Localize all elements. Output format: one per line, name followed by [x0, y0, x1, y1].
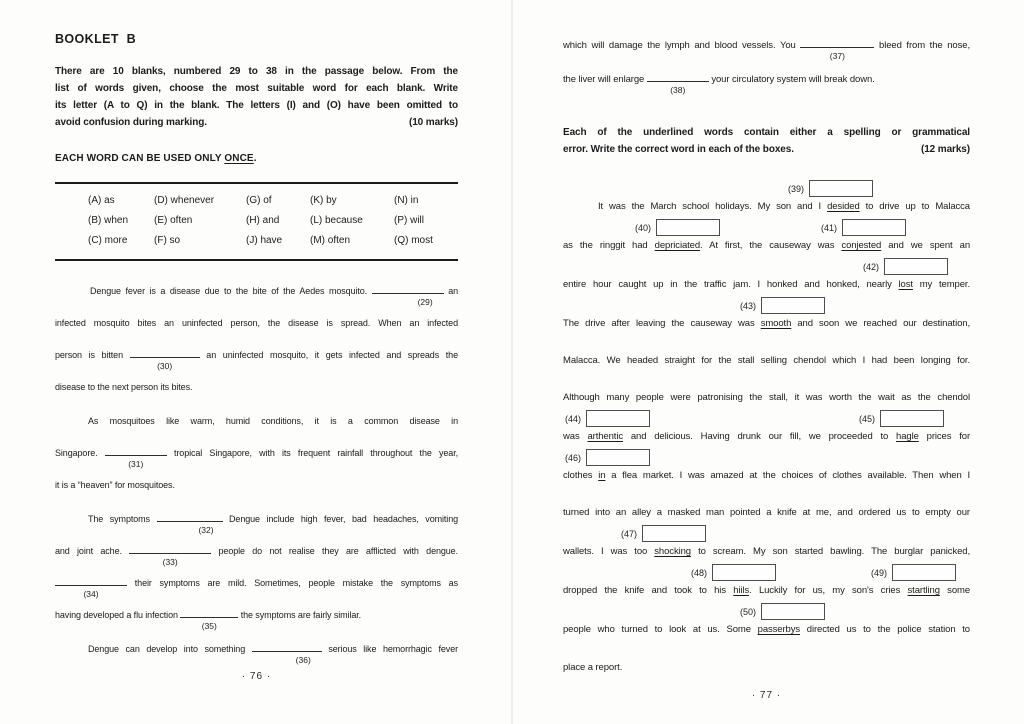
error-correction-instructions	[563, 124, 970, 158]
marks-label: (10 marks)	[408, 117, 458, 128]
error-correction-passage	[563, 179, 970, 676]
answer-box-label: (50)	[740, 606, 757, 617]
instruction-line: There are 10 blanks, numbered 29 to 38 in the passage below. From the	[55, 66, 458, 77]
word-option: (D) whenever	[154, 195, 215, 206]
answer-blank	[800, 38, 874, 61]
answer-box-label: (41)	[821, 222, 838, 233]
word-option: (B) when	[88, 215, 129, 226]
blank-number: (37)	[829, 51, 845, 61]
answer-box-label: (45)	[859, 413, 876, 424]
answer-blank	[647, 72, 709, 95]
answer-box-row	[563, 524, 970, 544]
answer-box-row	[563, 296, 970, 316]
answer-box-row	[563, 409, 970, 429]
instruction-line: list of words given, choose the most suitable word for each blank. Write	[55, 83, 458, 94]
answer-box-row	[563, 257, 970, 277]
page-number: · 76 ·	[241, 671, 272, 682]
answer-box	[691, 564, 776, 581]
passage-line: disease to the next person its bites.	[55, 382, 193, 392]
underlined-error-word: hagle	[896, 431, 919, 442]
passage-line: having developed a flu infection (35) the symptoms are fairly similar.	[55, 607, 458, 623]
answer-box-row	[563, 179, 970, 199]
underlined-error-word: startling	[907, 585, 940, 596]
underlined-error-word: arthentic	[587, 431, 623, 442]
passage-line: was arthentic and delicious. Having drunk our fill, we proceeded to hagle prices for	[563, 431, 971, 442]
answer-box	[788, 180, 873, 197]
usage-note	[55, 153, 458, 164]
answer-box	[859, 410, 944, 427]
blank-number: (30)	[157, 361, 173, 371]
underlined-error-word: hiils	[733, 585, 750, 596]
passage-line: person is bitten (30) an uninfected mosquito, it gets infected and spreads the	[55, 347, 458, 363]
answer-box-label: (39)	[788, 183, 805, 194]
blank-number: (32)	[198, 525, 214, 535]
passage-line: entire hour caught up in the traffic jam. I honked and honked, nearly lost my temper.	[563, 279, 970, 290]
answer-box	[621, 525, 706, 542]
blank-number: (33)	[162, 557, 178, 567]
instruction-line: its letter (A to Q) in the blank. The letters (I) and (O) have been omitted to	[55, 100, 458, 111]
answer-box-label: (42)	[863, 261, 880, 272]
passage-line: clothes in a flea market. I was amazed at the choices of clothes available. Then when I	[563, 470, 970, 481]
word-option: (P) will	[394, 215, 424, 226]
passage-line: as the ringgit had depriciated. At first, the causeway was conjested and we spent an	[563, 240, 970, 251]
answer-box-field	[892, 564, 956, 581]
answer-box	[871, 564, 956, 581]
answer-box-field	[761, 297, 825, 314]
booklet-title: BOOKLET B	[55, 32, 137, 46]
word-option: (L) because	[310, 215, 363, 226]
answer-box-field	[586, 410, 650, 427]
underlined-error-word: conjested	[841, 240, 882, 251]
answer-blank	[252, 642, 322, 665]
blank-number: (31)	[128, 459, 144, 469]
answer-box-field	[586, 449, 650, 466]
left-page	[55, 32, 458, 682]
answer-box-row	[563, 602, 970, 622]
word-option: (E) often	[154, 215, 193, 226]
instruction-text: error. Write the correct word in each of the boxes.	[563, 144, 794, 155]
passage-line: turned into an alley a masked man pointed a knife at me, and ordered us to empty our	[563, 507, 970, 518]
cloze-passage	[55, 283, 459, 665]
instruction-text: avoid confusion during marking.	[55, 117, 207, 128]
answer-blank	[130, 348, 200, 371]
passage-line: dropped the knife and took to his hiils. Luckily for us, my son's cries startling some	[563, 585, 970, 596]
passage-line: It was the March school holidays. My son and I desided to drive up to Malacca	[598, 201, 970, 212]
passage-line: people who turned to look at us. Some passerbys directed us to the police station to	[563, 624, 970, 635]
answer-box	[565, 410, 650, 427]
page-number: · 77 ·	[751, 690, 782, 701]
underlined-error-word: passerbys	[757, 624, 801, 635]
answer-box-label: (40)	[635, 222, 652, 233]
cloze-passage-continued	[563, 38, 970, 95]
word-option: (A) as	[88, 195, 115, 206]
word-option: (Q) most	[394, 235, 433, 246]
passage-line: The drive after leaving the causeway was smooth and soon we reached our destination,	[563, 318, 970, 329]
word-option: (M) often	[310, 235, 351, 246]
answer-box-row	[563, 218, 970, 238]
instruction-line: Each of the underlined words contain either a spelling or grammatical	[563, 127, 970, 138]
word-option: (H) and	[246, 215, 280, 226]
answer-blank	[105, 446, 167, 469]
answer-box-label: (46)	[565, 452, 582, 463]
page-fold-divider	[511, 0, 513, 724]
answer-box-field	[809, 180, 873, 197]
right-page	[563, 38, 970, 701]
note-text: .	[253, 153, 257, 164]
marks-label: (12 marks)	[920, 144, 970, 155]
answer-blank	[129, 544, 211, 567]
passage-line: place a report.	[563, 662, 623, 673]
answer-box	[740, 603, 825, 620]
note-text: EACH WORD CAN BE USED ONLY	[55, 153, 225, 164]
passage-line: Although many people were patronising the stall, it was worth the wait as the chendol	[563, 392, 970, 403]
underlined-error-word: shocking	[654, 546, 691, 557]
answer-box-label: (47)	[621, 528, 638, 539]
word-option: (F) so	[154, 235, 181, 246]
answer-box	[821, 219, 906, 236]
answer-box-field	[712, 564, 776, 581]
answer-blank	[55, 576, 127, 599]
answer-blank	[372, 284, 444, 307]
blank-number: (36)	[295, 655, 311, 665]
answer-box-label: (48)	[691, 567, 708, 578]
word-option: (J) have	[246, 235, 283, 246]
answer-box-row	[563, 563, 970, 583]
answer-box	[565, 449, 650, 466]
cloze-instructions	[55, 63, 458, 131]
blank-number: (29)	[417, 297, 433, 307]
passage-line: The symptoms (32) Dengue include high fever, bad headaches, vomiting	[55, 511, 458, 527]
passage-line: wallets. I was too shocking to scream. My son started bawling. The burglar panicked,	[563, 546, 971, 557]
answer-blank	[157, 512, 223, 535]
word-option: (C) more	[88, 235, 128, 246]
answer-box-label: (49)	[871, 567, 888, 578]
blank-number: (34)	[83, 589, 99, 599]
answer-box-field	[884, 258, 948, 275]
passage-line: Dengue fever is a disease due to the bite of the Aedes mosquito. (29) an	[55, 283, 458, 299]
word-option: (K) by	[310, 195, 337, 206]
answer-box	[740, 297, 825, 314]
note-underlined-word: ONCE	[224, 153, 254, 164]
answer-box-label: (43)	[740, 300, 757, 311]
passage-line: Malacca. We headed straight for the stall selling chendol which I had been longing for.	[563, 355, 970, 366]
answer-box-field	[842, 219, 906, 236]
instruction-line	[55, 114, 458, 131]
passage-line: Singapore. (31) tropical Singapore, with its frequent rainfall throughout the year,	[55, 445, 458, 461]
underlined-error-word: desided	[827, 201, 860, 212]
passage-line: it is a “heaven” for mosquitoes.	[55, 480, 175, 490]
passage-line: As mosquitoes like warm, humid conditions, it is a common disease in	[88, 416, 458, 426]
answer-box-row	[563, 448, 970, 468]
underlined-error-word: smooth	[760, 318, 792, 329]
underlined-error-word: depriciated	[654, 240, 701, 251]
answer-box-field	[656, 219, 720, 236]
word-option: (N) in	[394, 195, 419, 206]
word-options-table	[55, 182, 458, 261]
underlined-error-word: lost	[898, 279, 913, 290]
answer-box-field	[761, 603, 825, 620]
word-option: (G) of	[246, 195, 272, 206]
blank-number: (38)	[670, 85, 686, 95]
passage-line: the liver will enlarge (38) your circulatory system will break down.	[563, 72, 970, 88]
blank-number: (35)	[201, 621, 217, 631]
answer-box	[635, 219, 720, 236]
answer-box-field	[642, 525, 706, 542]
answer-box	[863, 258, 948, 275]
underlined-error-word: in	[598, 470, 606, 481]
answer-box-label: (44)	[565, 413, 582, 424]
answer-blank	[180, 608, 238, 631]
instruction-line	[563, 141, 970, 158]
passage-line: infected mosquito bites an uninfected person, the disease is spread. When an infected	[55, 318, 458, 328]
passage-line: (34) their symptoms are mild. Sometimes, people mistake the symptoms as	[55, 575, 458, 591]
passage-line: which will damage the lymph and blood vessels. You (37) bleed from the nose,	[563, 38, 970, 54]
passage-line: Dengue can develop into something (36) serious like hemorrhagic fever	[55, 641, 458, 657]
passage-line: and joint ache. (33) people do not realise they are afflicted with dengue.	[55, 543, 458, 559]
answer-box-field	[880, 410, 944, 427]
